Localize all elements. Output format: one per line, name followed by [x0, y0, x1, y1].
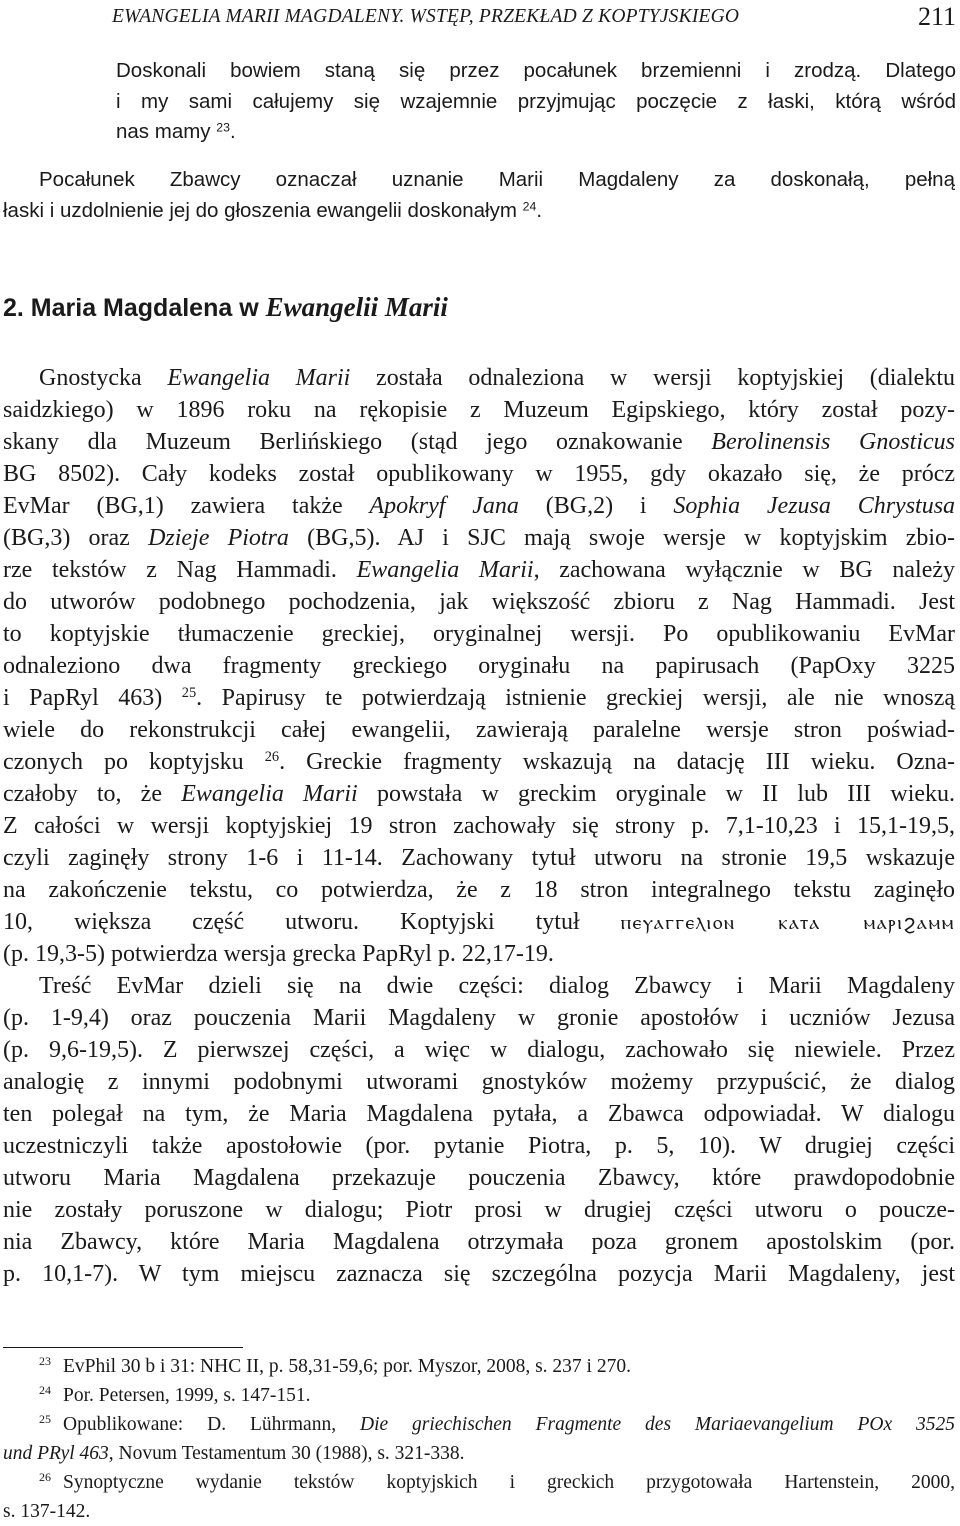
text-line: BG 8502). Cały kodeks został opublikowany w 1955, gdy okazało się, że prócz	[3, 461, 955, 487]
footnote-ref: 26	[264, 749, 280, 766]
text-line: odnaleziono dwa fragmenty greckiego oryginału na papirusach (PapOxy 3225	[3, 653, 955, 679]
text-line: czałoby to, że Ewangelia Marii powstała w greckim oryginale w II lub III wieku.	[3, 781, 956, 807]
text-line: Treść EvMar dzieli się na dwie części: dialog Zbawcy i Marii Magdaleny	[39, 973, 955, 999]
text-line: saidzkiego) w 1896 roku na rękopisie z Muzeum Egipskiego, który został pozy-	[3, 397, 955, 423]
running-head: EWANGELIA MARII MAGDALENY. WSTĘP, PRZEKŁAD Z KOPTYJSKIEGO	[112, 6, 740, 27]
footnotes	[3, 1352, 955, 1526]
quote-line: Doskonali bowiem staną się przez pocałunek brzemienni i zrodzą. Dlatego	[116, 59, 956, 82]
text-line: (p. 19,3-5) potwierdza wersja grecka PapRyl p. 22,17-19.	[3, 941, 554, 967]
text-line: (p. 9,6-19,5). Z pierwszej części, a więc w dialogu, zachowało się niewiele. Przez	[3, 1037, 955, 1063]
text-line: ten polegał na tym, że Maria Magdalena pytała, a Zbawca odpowiadał. W dialogu	[3, 1101, 955, 1127]
main-text	[3, 362, 955, 1290]
coptic-title: ⲡⲉⲩⲁⲅⲅⲉⲗⲓⲟⲛ ⲕⲁⲧⲁ ⲙⲁⲣⲓϩⲁⲙⲙ	[620, 910, 956, 934]
footnote-26-cont: s. 137-142.	[3, 1501, 91, 1522]
footnote-ref: 25	[181, 685, 197, 702]
text-line: (BG,3) oraz Dzieje Piotra (BG,5). AJ i SJC mają swoje wersje w koptyjskim zbio-	[3, 525, 956, 551]
page-header	[112, 4, 956, 34]
footnote-ref: 24	[522, 198, 537, 213]
quote-line: i my sami całujemy się wzajemnie przyjmując poczęcie z łaski, którą wśród	[116, 89, 956, 113]
text-line: Gnostycka Ewangelia Marii została odnaleziona w wersji koptyjskiej (dialektu	[39, 365, 956, 391]
quote-line: nas mamy $^{23}$.	[116, 120, 236, 143]
text-line: łaski i uzdolnienie jej do głoszenia ewangelii doskonałym $^{24}$.	[3, 198, 543, 222]
footnote-24: 24 Por. Petersen, 1999, s. 147-151.	[39, 1383, 311, 1406]
text-line: czyli zaginęły strony 1-6 i 11-14. Zachowany tytuł utworu na stronie 19,5 wskazuje	[3, 845, 955, 871]
text-line: uczestniczyli także apostołowie (por. pytanie Piotra, p. 5, 10). W drugiej części	[3, 1133, 955, 1159]
footnote-23: 23 EvPhil 30 b i 31: NHC II, p. 58,31-59,6; por. Myszor, 2008, s. 237 i 270.	[39, 1354, 631, 1377]
page-number: 211	[917, 2, 956, 31]
text-line: p. 10,1-7). W tym miejscu zaznacza się szczególna pozycja Marii Magdaleny, jest	[3, 1261, 955, 1287]
text-line: EvMar (BG,1) zawiera także Apokryf Jana (BG,2) i Sophia Jezusa Chrystusa	[3, 493, 956, 519]
text-line: 10, większa część utworu. Koptyjski tytuł ⲡⲉⲩⲁⲅⲅⲉⲗⲓⲟⲛ ⲕⲁⲧⲁ ⲙⲁⲣⲓϩⲁⲙⲙ	[3, 909, 956, 935]
text-line: nie zostały poruszone w dialogu; Piotr prosi w drugiej części utworu o poucze-	[3, 1197, 955, 1223]
text-line: skany dla Muzeum Berlińskiego (stąd jego oznakowanie Berolinensis Gnosticus	[3, 429, 956, 455]
text-line: na zakończenie tekstu, co potwierdza, że z 18 stron integralnego tekstu zaginęło	[3, 877, 955, 903]
text-line: Z całości w wersji koptyjskiej 19 stron zachowały się strony p. 7,1-10,23 i 15,1-19,5,	[3, 813, 955, 839]
footnote-rule	[3, 1347, 243, 1348]
footnote-26: 26 Synoptyczne wydanie tekstów koptyjskich i greckich przygotowała Hartenstein, 2000,	[39, 1470, 955, 1493]
text-line: Pocałunek Zbawcy oznaczał uznanie Marii Magdaleny za doskonałą, pełną	[39, 168, 955, 191]
text-line: do utworów podobnego pochodzenia, jak większość zbioru z Nag Hammadi. Jest	[3, 589, 955, 615]
text-line: nia Zbawcy, które Maria Magdalena otrzymała poza gronem apostolskim (por.	[3, 1229, 955, 1255]
section-heading: 2. Maria Magdalena w Ewangelii Marii	[3, 292, 448, 322]
paragraph-kiss	[3, 165, 955, 226]
text-line: wiele do rekonstrukcji całej ewangelii, zawierają paralelne wersje stron poświad-	[3, 717, 955, 743]
text-line: i PapRyl 463) $^{25}$. Papirusy te potwierdzają istnienie greckiej wersji, ale nie wnoszą	[3, 685, 956, 711]
footnote-ref: 23	[216, 120, 230, 135]
text-line: (p. 1-9,4) oraz pouczenia Marii Magdaleny w gronie apostołów i uczniów Jezusa	[3, 1005, 955, 1031]
text-line: czonych po koptyjsku $^{26}$. Greckie fragmenty wskazują na datację III wieku. Ozna-	[3, 749, 956, 775]
text-line: utworu Maria Magdalena przekazuje pouczenia Zbawcy, które prawdopodobnie	[3, 1165, 955, 1191]
text-line: analogię z innymi podobnymi utworami gnostyków możemy przypuścić, że dialog	[3, 1069, 955, 1095]
text-line: to koptyjskie tłumaczenie greckiej, oryginalnej wersji. Po opublikowaniu EvMar	[3, 621, 955, 647]
footnote-25-cont: und PRyl 463, Novum Testamentum 30 (1988), s. 321-338.	[3, 1443, 465, 1464]
footnote-25: 25 Opublikowane: D. Lührmann, Die griechischen Fragmente des Mariaevangelium POx 3525	[39, 1412, 956, 1435]
block-quote	[116, 56, 956, 148]
text-line: rze tekstów z Nag Hammadi. Ewangelia Marii, zachowana wyłącznie w BG należy	[3, 557, 956, 583]
